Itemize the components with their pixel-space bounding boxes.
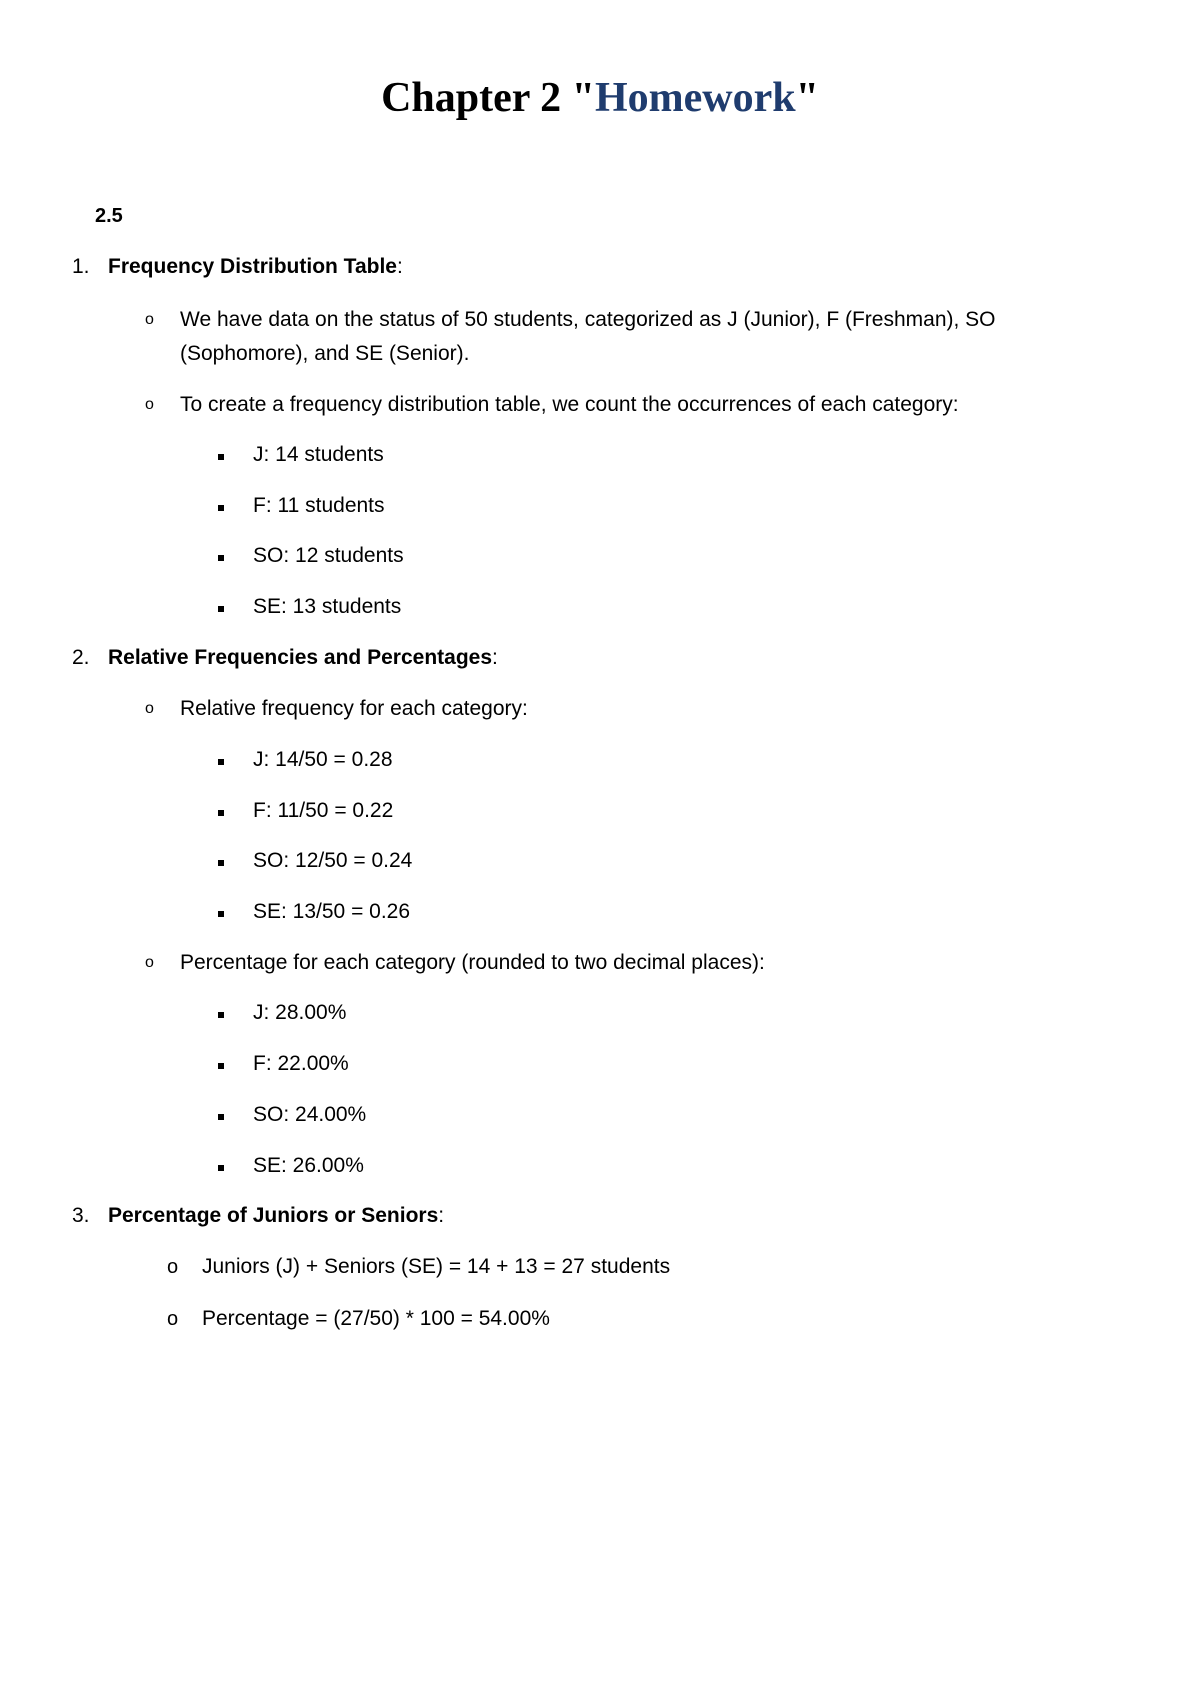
item-1-sub-2-text: To create a frequency distribution table, we count the occurrences of each category: [180, 393, 959, 416]
item-3-sub-1-text: Juniors (J) + Seniors (SE) = 14 + 13 = 27 students [202, 1255, 671, 1278]
list-item: SO: 24.00% [253, 1103, 367, 1126]
list-item: J: 14 students [253, 443, 384, 466]
square-bullet-icon [218, 759, 224, 765]
item-2-heading-text: Relative Frequencies and Percentages [108, 646, 492, 669]
item-3-sub-2-text: Percentage = (27/50) * 100 = 54.00% [202, 1307, 550, 1330]
square-bullet-icon [218, 1012, 224, 1018]
item-3-number: 3. [72, 1204, 90, 1227]
item-3-heading [108, 1199, 444, 1233]
square-bullet-icon [218, 1165, 224, 1171]
item-1-colon: : [396, 255, 403, 278]
list-item: J: 14/50 = 0.28 [253, 748, 393, 771]
list-item: SE: 13 students [253, 595, 402, 618]
list-item: SE: 13/50 = 0.26 [253, 900, 411, 923]
sub-bullet-icon: o [145, 700, 154, 717]
page-title [0, 70, 1200, 126]
list-item: F: 22.00% [253, 1052, 349, 1075]
sub-bullet-icon: o [145, 954, 154, 971]
square-bullet-icon [218, 810, 224, 816]
item-1-sub-1-line-2: (Sophomore), and SE (Senior). [180, 342, 470, 365]
item-2-heading [108, 641, 498, 675]
item-1-heading-text: Frequency Distribution Table [108, 255, 397, 278]
sub-bullet-icon: o [167, 1256, 179, 1278]
item-2-number: 2. [72, 646, 90, 669]
list-item: SO: 12 students [253, 544, 404, 567]
sub-bullet-icon: o [145, 311, 154, 328]
title-suffix: " [795, 75, 819, 121]
item-1-sub-1-line-1: We have data on the status of 50 students, categorized as J (Junior), F (Freshman), SO [180, 308, 996, 331]
square-bullet-icon [218, 1063, 224, 1069]
item-1-number: 1. [72, 255, 90, 278]
square-bullet-icon [218, 454, 224, 460]
list-item: SO: 12/50 = 0.24 [253, 849, 413, 872]
section-number: 2.5 [95, 205, 123, 227]
list-item: F: 11 students [253, 494, 385, 517]
list-item: J: 28.00% [253, 1001, 347, 1024]
square-bullet-icon [218, 911, 224, 917]
title-prefix: Chapter 2 " [381, 75, 595, 121]
sub-bullet-icon: o [167, 1308, 179, 1330]
list-item: SE: 26.00% [253, 1154, 364, 1177]
square-bullet-icon [218, 1114, 224, 1120]
item-3-heading-text: Percentage of Juniors or Seniors [108, 1204, 439, 1227]
item-2-sub-2-text: Percentage for each category (rounded to two decimal places): [180, 951, 765, 974]
square-bullet-icon [218, 555, 224, 561]
square-bullet-icon [218, 606, 224, 612]
square-bullet-icon [218, 505, 224, 511]
item-1-heading [108, 250, 403, 284]
item-3-colon: : [438, 1204, 445, 1227]
list-item: F: 11/50 = 0.22 [253, 799, 394, 822]
square-bullet-icon [218, 860, 224, 866]
item-2-sub-1-text: Relative frequency for each category: [180, 697, 528, 720]
title-accent: Homework [594, 75, 796, 121]
sub-bullet-icon: o [145, 396, 154, 413]
item-2-colon: : [492, 646, 498, 669]
